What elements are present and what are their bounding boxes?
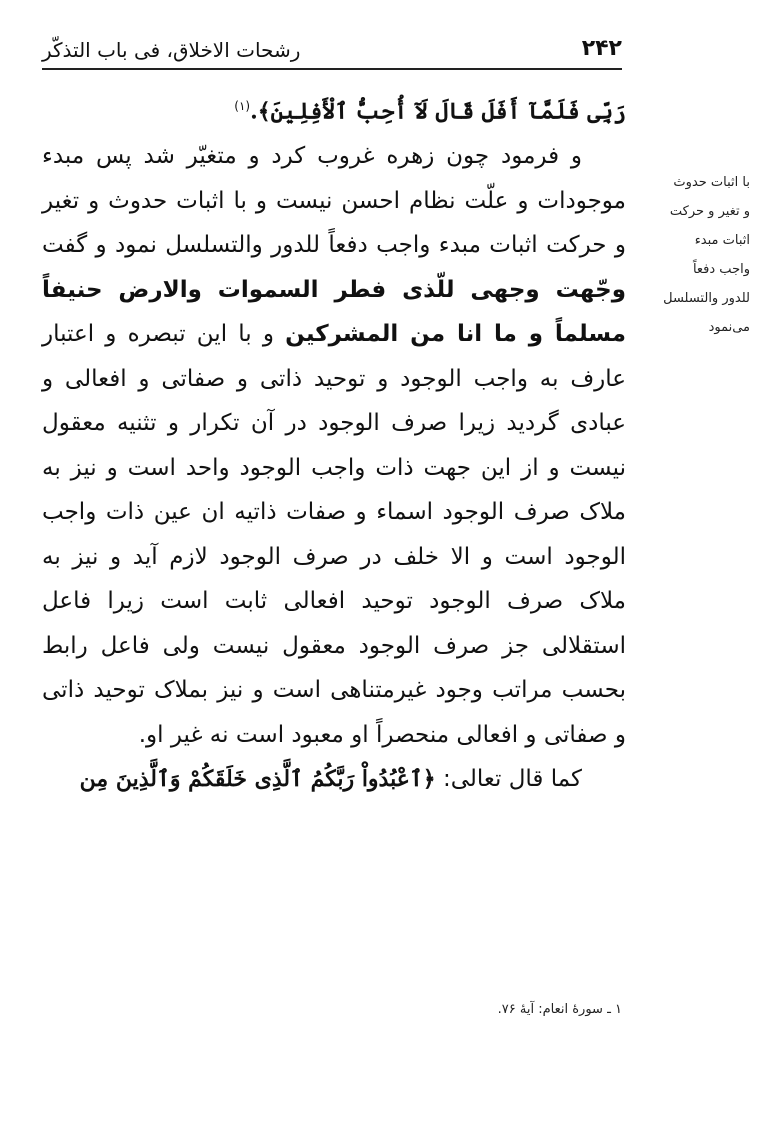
margin-note-line: می‌نمود [708, 320, 750, 335]
footnote-reference: (۱) [234, 99, 251, 113]
page-number: ۲۴۲ [581, 36, 622, 61]
margin-note [632, 168, 750, 342]
header-rule [42, 68, 622, 70]
margin-note-line: و تغیر و حرکت [669, 204, 750, 219]
paragraph-1-text: و فرمود چون زهره غروب کرد و متغیّر شد پس مبدء موجودات و علّت نظام احسن نیست و با اثبات حدوث و تغیر و حرکت اثبات مبدء واجب دفعاً للدور والتسلسل نمود و گفت [42, 143, 626, 259]
verse-line-1 [42, 84, 626, 134]
quran-verse-fragment: رَبِّى فَلَمَّآ أَفَلَ قَالَ لَآ أُحِبُّ ٱلْأَفِلِينَ﴾. [250, 98, 626, 125]
footnote: ۱ ـ سورهٔ انعام: آیهٔ ۷۶. [497, 1002, 622, 1017]
quran-verse-fragment-2: ﴿ٱعْبُدُواْ رَبَّكُمُ ٱلَّذِى خَلَقَكُمْ وَٱلَّذِينَ مِن [79, 766, 436, 793]
margin-note-line: با اثبات حدوث [673, 175, 750, 190]
page-header [42, 32, 622, 66]
paragraph-2-text: و با این تبصره و اعتبار عارف به واجب الوجود و توحید ذاتی و صفاتی و افعالی و عبادی گردید زیرا صرف الوجود در آن تکرار و تثنیه معقول نیست و از این جهت ذات واجب الوجود واحد است و نیز به ملاک صرف الوجود اسماء و صفات ذاتیه ان عین ذات واجب الوجود است و الا خلف در صرف الوجود لازم آید و نیز به ملاک صرف الوجود توحید افعالی ثابت است زیرا فاعل استقلالی جز صرف الوجود معقول نیست ولی فاعل رابط بحسب مراتب وجود غیرمتناهی است و نیز بملاک توحید ذاتی و صفاتی و افعالی منحصراً او معبود است نه غیر او. [42, 321, 626, 748]
running-title: رشحات الاخلاق، فی باب التذکّر [42, 38, 301, 62]
quoted-verse: وجّهت وجهی للّذی فطر السموات والارض حنیفاً مسلماً و ما انا من المشرکین [42, 276, 627, 348]
main-text [42, 84, 626, 802]
margin-note-line: اثبات مبدء [694, 233, 750, 248]
margin-note-line: واجب دفعاً [692, 262, 750, 277]
closing-line [42, 757, 626, 802]
paragraph [42, 134, 626, 757]
margin-note-line: للدور والتسلسل [663, 291, 750, 306]
closing-intro: کما قال تعالی: [442, 766, 582, 793]
